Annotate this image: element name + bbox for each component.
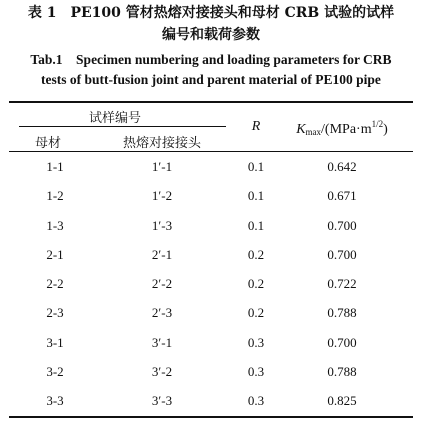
cell-r: 0.1	[247, 217, 265, 233]
table-top-rule	[9, 101, 413, 103]
cell-joint: 1′-3	[151, 217, 173, 233]
cell-parent: 3-3	[46, 393, 64, 409]
cell-r: 0.3	[247, 334, 265, 350]
header-kmax	[296, 119, 388, 138]
header-kmax-unit: /(MPa·m	[321, 122, 372, 137]
cell-kmax: 0.700	[327, 246, 357, 262]
cell-kmax: 0.642	[327, 159, 357, 174]
cell-r: 0.2	[247, 246, 265, 262]
cell-r: 0.1	[247, 188, 265, 204]
cell-parent: 2-2	[46, 276, 64, 292]
table-body	[0, 152, 422, 416]
cell-parent: 3-1	[46, 334, 64, 350]
cell-kmax: 0.700	[327, 334, 357, 350]
cell-r: 0.3	[247, 393, 265, 409]
cell-joint: 3′-3	[151, 393, 173, 409]
cell-parent: 2-1	[46, 246, 64, 262]
cell-parent: 1-3	[46, 217, 64, 233]
table-row	[0, 181, 422, 210]
table-caption-en-line1: Tab.1 Specimen numbering and loading parameters for CRB	[30, 52, 392, 67]
cell-parent: 1-2	[46, 188, 64, 204]
cell-joint: 3′-2	[151, 364, 173, 380]
table-caption-zh-line2: 编号和载荷参数	[162, 27, 260, 43]
table-row	[0, 357, 422, 386]
cell-kmax: 0.700	[327, 217, 357, 233]
header-parent-material: 母材	[34, 136, 62, 151]
cell-kmax: 0.788	[327, 364, 357, 380]
cell-kmax: 0.825	[327, 393, 357, 409]
table-bottom-rule	[9, 416, 413, 418]
cell-joint: 1′-1	[151, 159, 173, 174]
cell-parent: 1-1	[46, 159, 64, 174]
table-row	[0, 386, 422, 415]
cell-r: 0.2	[247, 276, 265, 292]
header-butt-fusion-joint: 热熔对接接头	[122, 136, 202, 151]
header-group-rule	[19, 126, 226, 127]
cell-r: 0.1	[247, 159, 265, 174]
header-kmax-symbol: K	[296, 122, 306, 137]
cell-r: 0.3	[247, 364, 265, 380]
header-r: R	[251, 119, 261, 134]
cell-kmax: 0.788	[327, 305, 357, 321]
header-kmax-subscript: max	[305, 127, 322, 137]
cell-joint: 2′-3	[151, 305, 173, 321]
header-kmax-unit-exponent: 1/2	[371, 119, 384, 129]
cell-r: 0.2	[247, 305, 265, 321]
cell-joint: 1′-2	[151, 188, 173, 204]
table-caption-zh-line1: 表 1 PE100 管材热熔对接接头和母材 CRB 试验的试样	[27, 5, 395, 21]
table-row	[0, 152, 422, 181]
cell-kmax: 0.722	[327, 276, 357, 292]
table-row	[0, 269, 422, 298]
cell-parent: 3-2	[46, 364, 64, 380]
cell-parent: 2-3	[46, 305, 64, 321]
header-specimen-number: 试样编号	[88, 111, 142, 126]
table-row	[0, 240, 422, 269]
table-caption-en-line2: tests of butt-fusion joint and parent material of PE100 pipe	[41, 72, 381, 87]
header-kmax-unit-close: )	[383, 122, 388, 137]
cell-joint: 3′-1	[151, 334, 173, 350]
cell-kmax: 0.671	[327, 188, 357, 204]
cell-joint: 2′-2	[151, 276, 173, 292]
table-row	[0, 298, 422, 327]
table-row	[0, 328, 422, 357]
cell-joint: 2′-1	[151, 246, 173, 262]
table-row	[0, 211, 422, 240]
